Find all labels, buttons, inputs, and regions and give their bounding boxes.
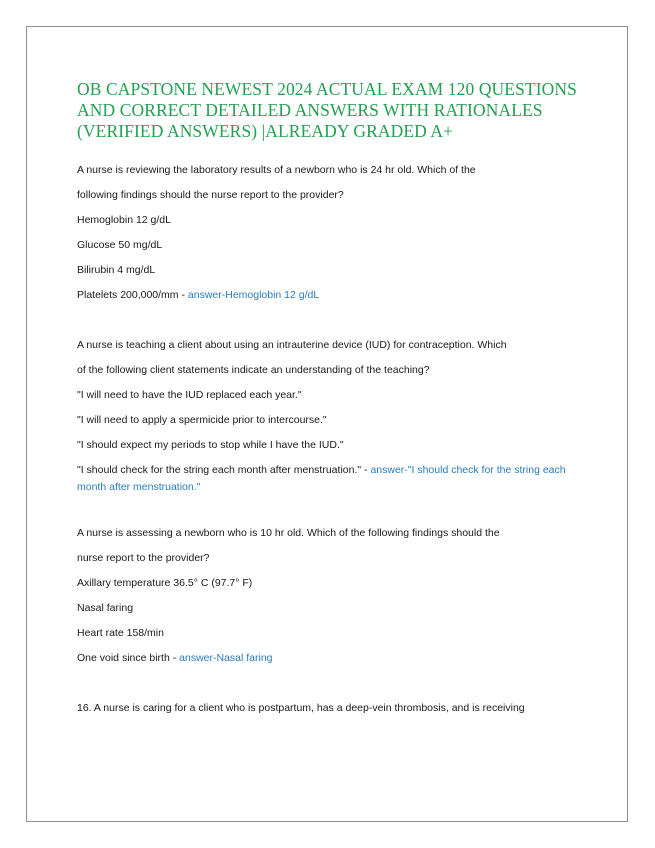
answer-option: Bilirubin 4 mg/dL <box>77 264 156 276</box>
answer-option: Nasal faring <box>77 602 134 614</box>
answer-option: "I should check for the string each month after menstruation." - <box>77 464 371 476</box>
question-16 <box>77 696 577 717</box>
document-title: OB CAPSTONE NEWEST 2024 ACTUAL EXAM 120 QUESTIONS AND CORRECT DETAILED ANSWERS WITH RATIONALES (VERIFIED ANSWERS) |ALREADY GRADED A+ <box>77 79 577 141</box>
question-stem: A nurse is reviewing the laboratory results of a newborn who is 24 hr old. Which of the <box>77 164 476 176</box>
question-1 <box>77 158 577 308</box>
spacer <box>77 671 577 696</box>
question-stem: of the following client statements indicate an understanding of the teaching? <box>77 364 430 376</box>
answer-option: Platelets 200,000/mm - <box>77 289 188 301</box>
answer-option: Hemoglobin 12 g/dL <box>77 214 171 226</box>
answer-option-with-answer <box>77 458 577 496</box>
answer-option: Glucose 50 mg/dL <box>77 239 163 251</box>
spacer <box>77 496 577 521</box>
answer-option: Axillary temperature 36.5° C (97.7° F) <box>77 577 253 589</box>
question-stem: A nurse is teaching a client about using an intrauterine device (IUD) for contraception. Which <box>77 339 507 351</box>
answer-option: "I will need to apply a spermicide prior to intercourse." <box>77 414 327 426</box>
answer-option: "I should expect my periods to stop while I have the IUD." <box>77 439 344 451</box>
question-2 <box>77 333 577 496</box>
spacer <box>77 308 577 333</box>
question-stem: 16. A nurse is caring for a client who is postpartum, has a deep-vein thrombosis, and is receiving <box>77 702 525 714</box>
answer-option: One void since birth - <box>77 652 180 664</box>
question-stem: following findings should the nurse report to the provider? <box>77 189 344 201</box>
question-3 <box>77 521 577 671</box>
question-stem: nurse report to the provider? <box>77 552 210 564</box>
answer-option-with-answer <box>77 646 577 671</box>
answer-option: "I will need to have the IUD replaced each year." <box>77 389 302 401</box>
page-content <box>77 79 577 717</box>
answer-option-with-answer <box>77 283 577 308</box>
correct-answer: answer-Hemoglobin 12 g/dL <box>187 289 320 301</box>
question-stem: A nurse is assessing a newborn who is 10 hr old. Which of the following findings should the <box>77 527 500 539</box>
document-page <box>26 26 628 822</box>
correct-answer: answer-Nasal faring <box>179 652 273 664</box>
answer-option: Heart rate 158/min <box>77 627 164 639</box>
correct-answer: answer-"I should check for the string each month after menstruation." <box>77 464 566 493</box>
